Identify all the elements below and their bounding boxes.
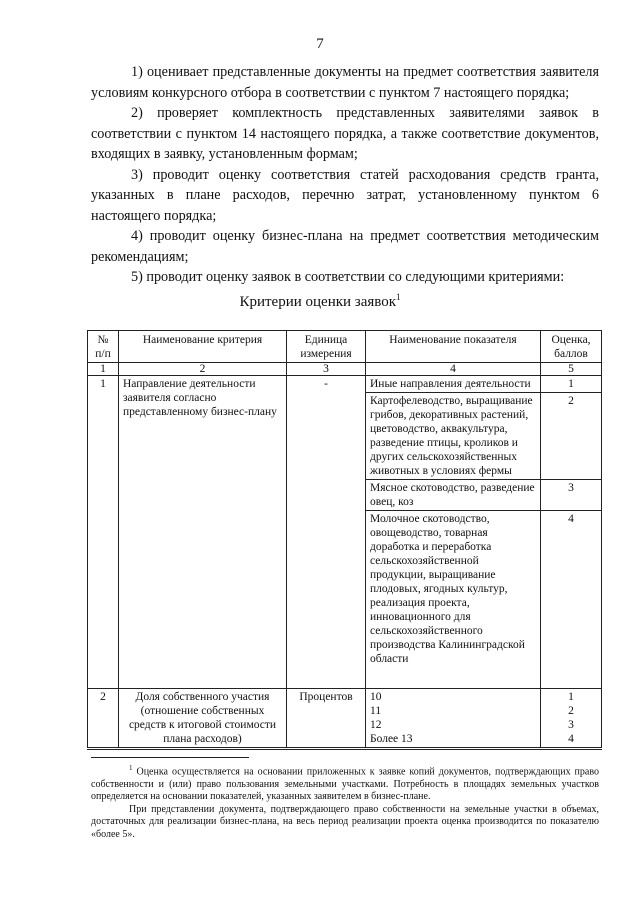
indicator-score: 4 [568, 733, 574, 745]
indicator-name: Мясное скотоводство, разведение овец, коз [366, 480, 541, 511]
header-criterion: Наименование критерия [119, 331, 287, 363]
paragraph-3: 3) проводит оценку соответствия статей расходования средств гранта, указанных в плане расходов, перечню затрат, установленному пунктом 6 настоящего порядка; [91, 166, 599, 224]
footnote-separator [91, 757, 249, 758]
unit-of-measure: - [287, 376, 366, 689]
indicator-score: 3 [568, 719, 574, 731]
indicator-value: 11 [370, 705, 382, 717]
paragraph-5: 5) проводит оценку заявок в соответствии со следующими критериями: [131, 269, 565, 285]
table-title-text: Критерии оценки заявок [239, 294, 397, 310]
column-number: 1 [88, 363, 119, 376]
column-number-row [88, 363, 602, 376]
table-row [88, 689, 602, 749]
footnote-2: При представлении документа, подтверждающего право собственности на земельные участки в объемах, достаточных для реализации бизнес-плана, на весь период реализации проекта оценка производится по показателю «более 5». [91, 803, 599, 840]
indicator-score: 2 [568, 705, 574, 717]
column-number: 3 [287, 363, 366, 376]
page-number: 7 [316, 36, 324, 52]
indicator-value: 10 [370, 691, 382, 703]
indicator-score: 3 [541, 480, 602, 511]
indicator-name: Иные направления деятельности [366, 376, 541, 393]
paragraph-1: 1) оценивает представленные документы на предмет соответствия заявителя условиям конкурсного отбора в соответствии с пунктом 7 настоящего порядка; [91, 64, 599, 101]
indicator-score: 2 [541, 393, 602, 480]
footnote-1-text: Оценка осуществляется на основании приложенных к заявке копий документов, подтверждающих право собственности и (или) право пользования земельными участками. Потребность в площадях земельных участков определяется на основании показателей, указанных заявителем в бизнес-плане. [91, 766, 599, 803]
criterion-name: Доля собственного участия (отношение собственных средств к итоговой стоимости плана расходов) [119, 689, 287, 749]
paragraph-4: 4) проводит оценку бизнес-плана на предмет соответствия методическим рекомендациям; [91, 228, 599, 265]
indicator-score: 4 [541, 511, 602, 689]
table-title [0, 292, 640, 311]
header-score: Оценка, баллов [541, 331, 602, 363]
table-title-footnote-ref: 1 [396, 292, 401, 302]
indicator-name: Молочное скотоводство, овощеводство, товарная доработка и переработка сельскохозяйственной продукции, выращивание плодовых, ягодных культур, реализация проекта, инновационного для сельскохозяйственного производства Калининградской области [366, 511, 541, 689]
column-number: 2 [119, 363, 287, 376]
header-indicator: Наименование показателя [366, 331, 541, 363]
column-number: 4 [366, 363, 541, 376]
indicator-score: 1 [568, 691, 574, 703]
paragraph-2: 2) проверяет комплектность представленных заявителями заявок в соответствии с пунктом 14 настоящего порядка, а также соответствие документов, входящих в заявку, установленным формам; [91, 105, 599, 162]
header-unit: Единица измерения [287, 331, 366, 363]
body-text [91, 62, 599, 288]
row-number: 1 [88, 376, 119, 689]
criteria-table [87, 330, 602, 750]
footnote-mark: 1 [129, 764, 133, 772]
table-header-row [88, 331, 602, 363]
header-num: № п/п [88, 331, 119, 363]
footnote-1 [91, 762, 599, 804]
indicator-name: Картофелеводство, выращивание грибов, декоративных растений, цветоводство, аквакультура, разведение птицы, кроликов и других сельскохозяйственных животных в условиях фермы [366, 393, 541, 480]
unit-of-measure: Процентов [287, 689, 366, 749]
table-row [88, 376, 602, 393]
row-number: 2 [88, 689, 119, 749]
indicator-value: 12 [370, 719, 382, 731]
indicator-score: 1 [541, 376, 602, 393]
score-list [541, 689, 602, 749]
indicator-list [366, 689, 541, 749]
footnotes [91, 762, 599, 841]
indicator-value: Более 13 [370, 733, 413, 745]
column-number: 5 [541, 363, 602, 376]
criterion-name: Направление деятельности заявителя согласно представленному бизнес-плану [119, 376, 287, 689]
